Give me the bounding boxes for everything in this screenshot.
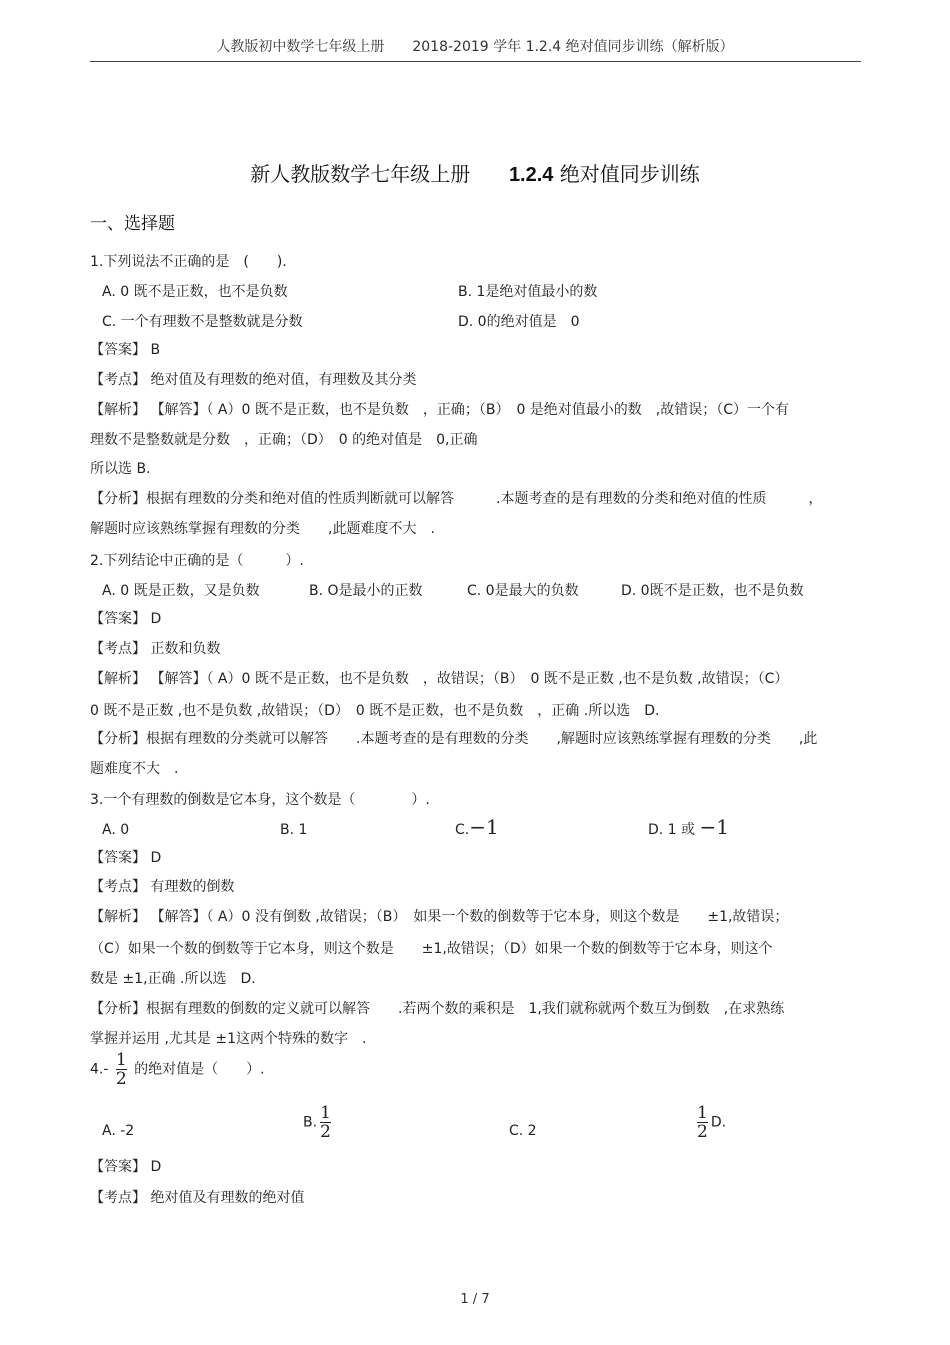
q2-option-b: B. O是最小的正数 — [309, 583, 423, 599]
q3-analysis-line2: （C）如果一个数的倒数等于它本身，则这个数是 ±1,故错误；（D）如果一个数的倒数等于它本身，则这个 — [90, 941, 773, 957]
q1-analysis-line3: 所以选 B. — [90, 461, 151, 477]
q1-option-b: B. 1是绝对值最小的数 — [458, 284, 598, 300]
q4-option-b — [303, 1104, 334, 1141]
page-header: 人教版初中数学七年级上册 2018-2019 学年 1.2.4 绝对值同步训练（解析版） — [216, 39, 734, 55]
q2-note-line2: 题难度不大 . — [90, 761, 179, 777]
q4-option-d-label: D. — [710, 1114, 727, 1131]
q3-note-line1: 【分析】根据有理数的倒数的定义就可以解答 .若两个数的乘积是 1,我们就称就两个数互为倒数 ,在求熟练 — [90, 1001, 785, 1017]
q3-option-d-label: D. 1 或 — [648, 822, 696, 838]
q2-analysis-line2: 0 既不是正数 ,也不是负数 ,故错误；（D） 0 既不是正数，也不是负数 ，正确 .所以选 D. — [90, 703, 660, 719]
q1-option-a: A. 0 既不是正数，也不是负数 — [102, 284, 288, 300]
q4-option-d-fraction — [697, 1104, 708, 1141]
q3-answer: 【答案】 D — [90, 850, 162, 866]
q4-option-b-fraction — [320, 1104, 331, 1141]
q2-option-c: C. 0是最大的负数 — [467, 583, 579, 599]
q1-answer: 【答案】 B — [90, 342, 161, 358]
q3-option-c — [455, 815, 499, 839]
document-title — [0, 158, 950, 187]
q4-option-d-denominator: 2 — [697, 1122, 708, 1142]
q3-analysis-line3: 数是 ±1,正确 .所以选 D. — [90, 971, 256, 987]
q4-option-d — [694, 1104, 726, 1141]
page-number: 1 / 7 — [460, 1292, 490, 1307]
q4-stem-suffix: 的绝对值是（ ）. — [134, 1061, 265, 1078]
q3-stem: 3.一个有理数的倒数是它本身，这个数是（ ）. — [90, 792, 430, 808]
q1-analysis-line1: 【解析】 【解答】（ A）0 既不是正数，也不是负数 ，正确；（B） 0 是绝对值最小的数 ,故错误；（C）一个有 — [90, 402, 790, 418]
title-topic: 绝对值同步训练 — [559, 162, 700, 186]
q3-option-b: B. 1 — [280, 822, 308, 838]
q4-stem-fraction — [116, 1051, 127, 1088]
q3-option-d — [648, 815, 729, 839]
header-rule — [90, 61, 861, 62]
q4-answer: 【答案】 D — [90, 1159, 162, 1175]
q3-analysis-line1: 【解析】 【解答】（ A）0 没有倒数 ,故错误；（B） 如果一个数的倒数等于它本身，则这个数是 ±1,故错误； — [90, 909, 789, 925]
q4-option-b-numerator: 1 — [320, 1103, 331, 1123]
q1-note-line1: 【分析】根据有理数的分类和绝对值的性质判断就可以解答 .本题考查的是有理数的分类和绝对值的性质 ， — [90, 491, 823, 507]
q4-stem-denominator: 2 — [115, 1069, 127, 1089]
q4-stem-prefix: 4.- — [90, 1061, 109, 1078]
q4-point: 【考点】 绝对值及有理数的绝对值 — [90, 1190, 305, 1206]
q4-option-b-label: B. — [303, 1114, 318, 1131]
q2-option-d: D. 0既不是正数，也不是负数 — [621, 583, 804, 599]
q4-option-d-numerator: 1 — [697, 1103, 708, 1123]
q1-option-c: C. 一个有理数不是整数就是分数 — [102, 314, 303, 330]
q1-note-line2: 解题时应该熟练掌握有理数的分类 ,此题难度不大 . — [90, 521, 435, 537]
q1-option-d: D. 0的绝对值是 0 — [458, 314, 580, 330]
title-number: 1.2.4 — [508, 164, 554, 186]
q1-point: 【考点】 绝对值及有理数的绝对值，有理数及其分类 — [90, 372, 417, 388]
q3-option-a: A. 0 — [102, 822, 130, 838]
q3-point: 【考点】 有理数的倒数 — [90, 879, 235, 895]
title-main: 新人教版数学七年级上册 — [250, 162, 471, 186]
q2-option-a: A. 0 既是正数，又是负数 — [102, 583, 260, 599]
q3-option-c-math: −1 — [469, 815, 499, 839]
q4-option-c: C. 2 — [509, 1123, 537, 1139]
q2-stem: 2.下列结论中正确的是（ ）. — [90, 553, 304, 569]
q2-answer: 【答案】 D — [90, 611, 162, 627]
q2-point: 【考点】 正数和负数 — [90, 641, 221, 657]
q4-option-b-denominator: 2 — [320, 1122, 331, 1142]
q1-analysis-line2: 理数不是整数就是分数 ，正确；（D） 0 的绝对值是 0,正确 — [90, 432, 478, 448]
q3-option-d-math: −1 — [699, 815, 729, 839]
q2-analysis-line1: 【解析】 【解答】（ A）0 既不是正数，也不是负数 ，故错误；（B） 0 既不是正数 ,也不是负数 ,故错误；（C） — [90, 671, 789, 687]
q4-stem-numerator: 1 — [115, 1050, 127, 1070]
q4-stem — [90, 1051, 265, 1088]
q4-option-a: A. -2 — [102, 1123, 135, 1139]
section-heading: 一、选择题 — [90, 214, 175, 234]
q3-option-c-label: C. — [455, 822, 470, 838]
q3-note-line2: 掌握并运用 ,尤其是 ±1这两个特殊的数字 . — [90, 1031, 367, 1047]
q1-stem: 1.下列说法不正确的是 ( ). — [90, 254, 287, 270]
q2-note-line1: 【分析】根据有理数的分类就可以解答 .本题考查的是有理数的分类 ,解题时应该熟练掌握有理数的分类 ,此 — [90, 731, 818, 747]
